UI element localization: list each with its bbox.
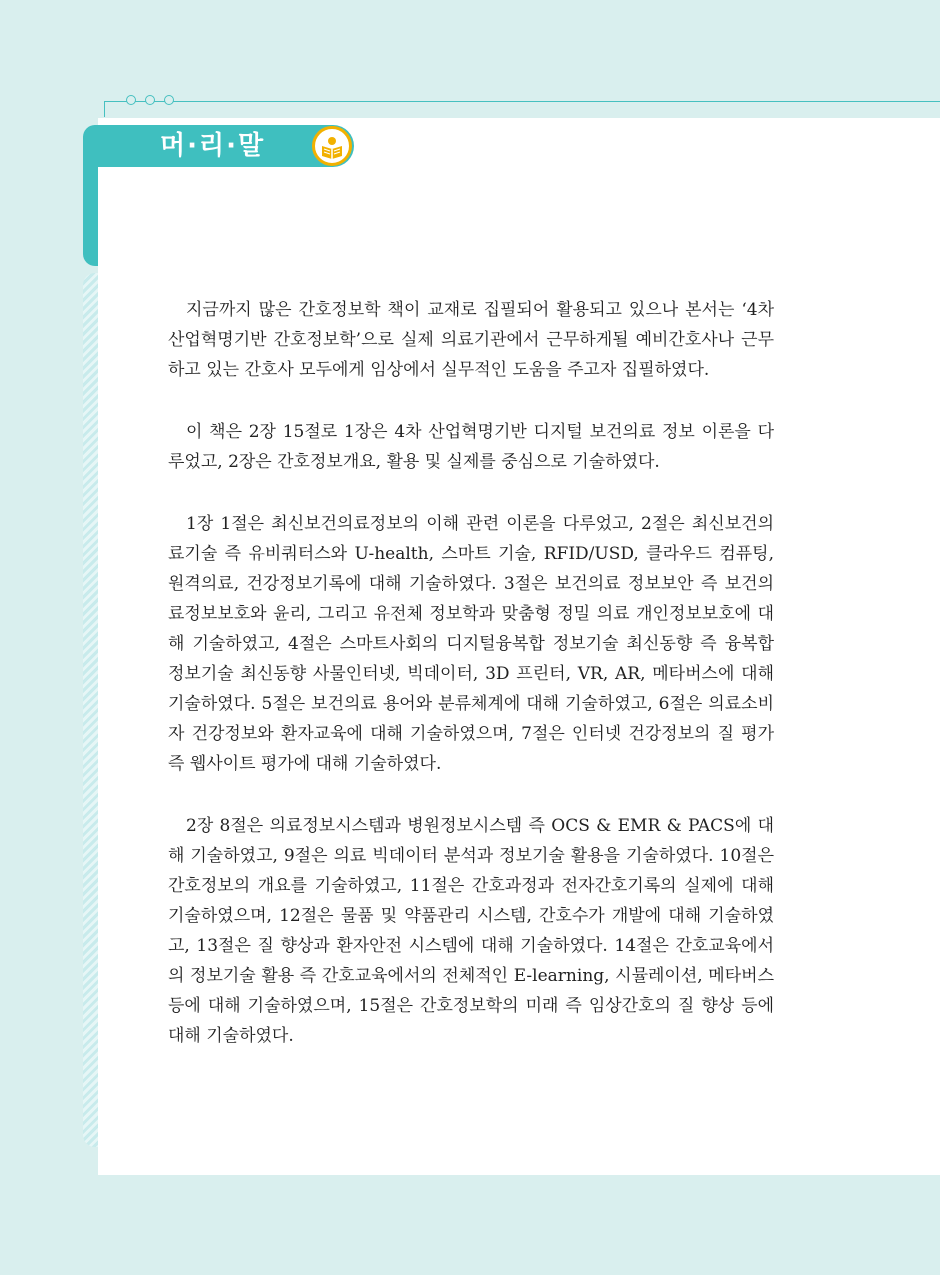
decorative-circle [145, 95, 155, 105]
reading-book-icon [312, 126, 352, 166]
decorative-circle [126, 95, 136, 105]
preface-body [168, 295, 774, 1051]
preface-paragraph: 이 책은 2장 15절로 1장은 4차 산업혁명기반 디지털 보건의료 정보 이론을 다루었고, 2장은 간호정보개요, 활용 및 실제를 중심으로 기술하였다. [168, 422, 774, 472]
preface-paragraph: 2장 8절은 의료정보시스템과 병원정보시스템 즉 OCS & EMR & PACS에 대해 기술하였고, 9절은 의료 빅데이터 분석과 정보기술 활용을 기술하였다. 10절은 간호정보의 개요를 기술하였고, 11절은 간호과정과 전자간호기록의 실제에 대해 기술하였으며, 12절은 물품 및 약품관리 시스템, 간호수가 개발에 대해 기술하였고, 13절은 질 향상과 환자안전 시스템에 대해 기술하였다. 14절은 간호교육에서의 정보기술 활용 즉 간호교육에서의 전체적인 E-learning, 시뮬레이션, 메타버스 등에 대해 기술하였으며, 15절은 간호정보학의 미래 즉 임상간호의 질 향상 등에 대해 기술하였다. [168, 816, 774, 1046]
side-hatched-strip [83, 273, 98, 1147]
decorative-circle [164, 95, 174, 105]
top-decorative-line-drop [104, 101, 105, 117]
page-title: 머·리·말 [160, 131, 266, 161]
preface-paragraph: 1장 1절은 최신보건의료정보의 이해 관련 이론을 다루었고, 2절은 최신보건의료기술 즉 유비쿼터스와 U-health, 스마트 기술, RFID/USD, 클라우드 컴퓨팅, 원격의료, 건강정보기록에 대해 기술하였다. 3절은 보건의료 정보보안 즉 보건의료정보보호와 윤리, 그리고 유전체 정보학과 맞춤형 정밀 의료 개인정보보호에 대해 기술하였고, 4절은 스마트사회의 디지털융복합 정보기술 최신동향 즉 융복합 정보기술 최신동향 사물인터넷, 빅데이터, 3D 프린터, VR, AR, 메타버스에 대해 기술하였다. 5절은 보건의료 용어와 분류체계에 대해 기술하였고, 6절은 의료소비자 건강정보와 환자교육에 대해 기술하였으며, 7절은 인터넷 건강정보의 질 평가 즉 웹사이트 평가에 대해 기술하였다. [168, 514, 774, 774]
preface-paragraph: 지금까지 많은 간호정보학 책이 교재로 집필되어 활용되고 있으나 본서는 ‘4차 산업혁명기반 간호정보학’으로 실제 의료기관에서 근무하게될 예비간호사나 근무하고 있는 간호사 모두에게 임상에서 실무적인 도움을 주고자 집필하였다. [168, 300, 774, 380]
top-decorative-line [104, 101, 940, 102]
